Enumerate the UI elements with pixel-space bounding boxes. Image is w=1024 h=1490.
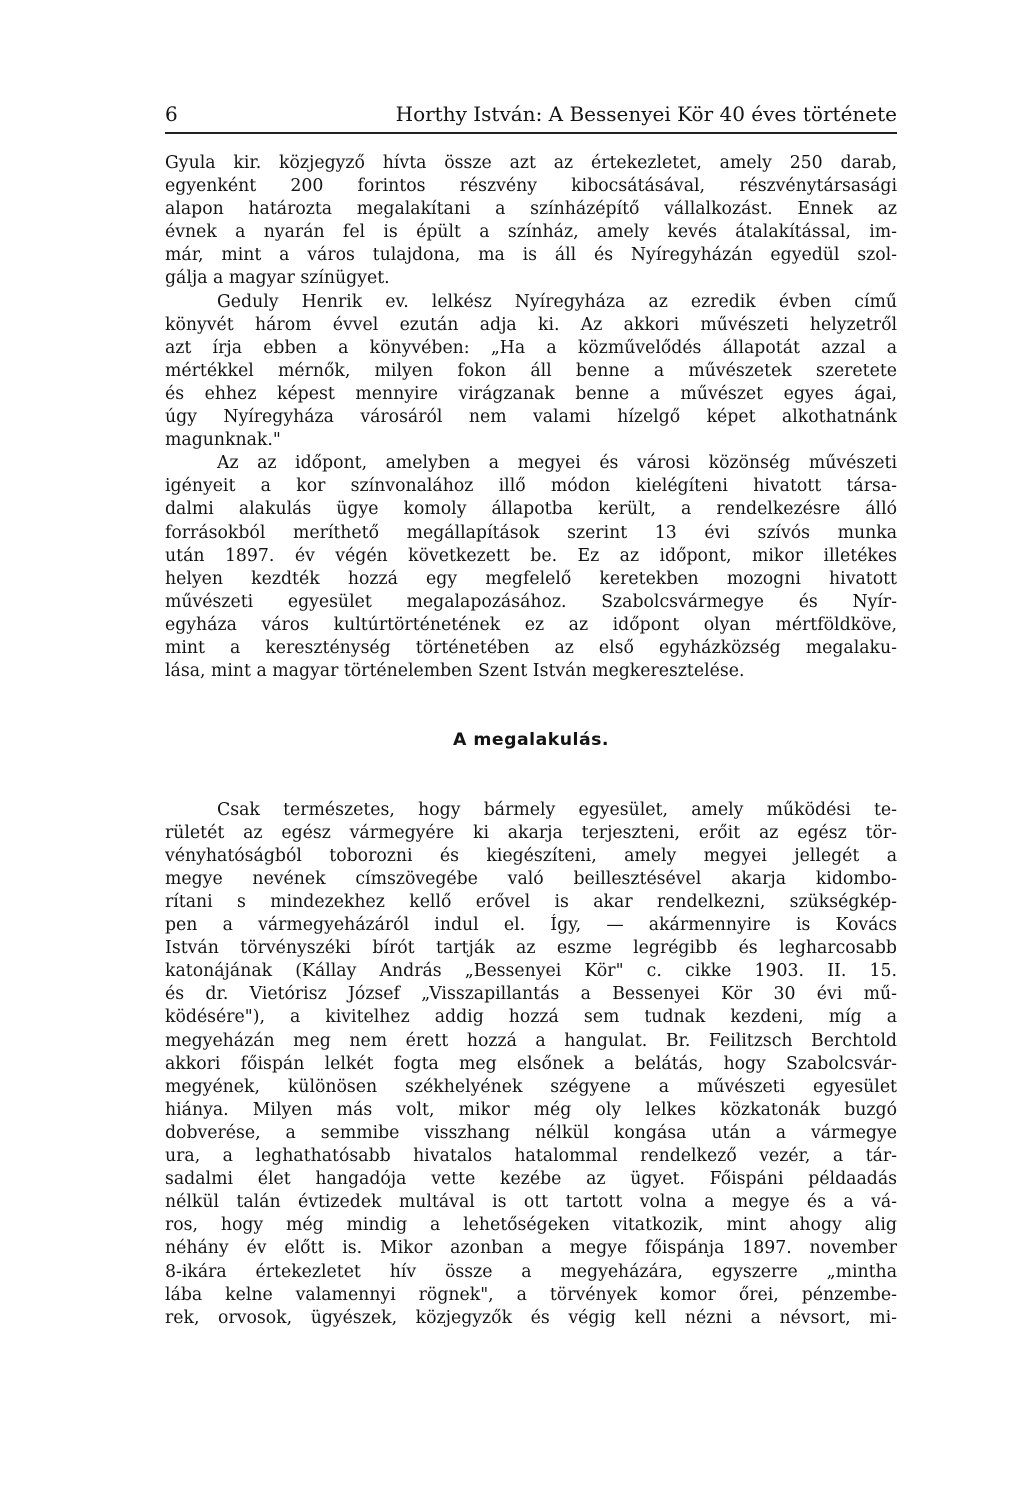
text-line: azt írja ebben a könyvében: „Ha a közművelődés állapotát azzal a <box>165 337 897 358</box>
text-line: mint a kereszténység történetében az első egyházközség megalaku- <box>165 637 897 658</box>
header-title: Horthy István: A Bessenyei Kör 40 éves története <box>395 102 897 126</box>
spacer <box>165 683 897 706</box>
text-line: már, mint a város tulajdona, ma is áll és Nyíregyházán egyedül szol- <box>165 245 897 266</box>
text-line: rek, orvosok, ügyészek, közjegyzők és végig kell nézni a névsort, mi- <box>165 1307 897 1328</box>
text-line: és dr. Vietórisz József „Visszapillantás a Bessenyei Kör 30 évi mű- <box>165 984 897 1005</box>
paragraph-block-1 <box>165 152 897 683</box>
text-line: 8-ikára értekezletet hív össze a megyeházára, egyszerre „mintha <box>165 1261 897 1282</box>
page-number: 6 <box>165 102 178 126</box>
text-line: dalmi alakulás ügye komoly állapotba került, a rendelkezésre álló <box>165 499 897 520</box>
text-line: katonájának (Kállay András „Bessenyei Kör" c. cikke 1903. II. 15. <box>165 961 897 982</box>
text-line: István törvényszéki bírót tartják az eszme legrégibb és legharcosabb <box>165 938 897 959</box>
text-line: Csak természetes, hogy bármely egyesület, amely működési te- <box>217 799 897 820</box>
text-line: megye nevének címszövegébe való beillesztésével akarja kidombo- <box>165 868 897 889</box>
text-line: egyenként 200 forintos részvény kibocsátásával, részvénytársasági <box>165 176 897 197</box>
running-header <box>165 100 897 134</box>
text-line: egyháza város kultúrtörténetének ez az időpont olyan mértföldköve, <box>165 614 897 635</box>
text-line: pen a vármegyeházáról indul el. Így, — akármennyire is Kovács <box>165 915 897 936</box>
text-line: lába kelne valamennyi rögnek", a törvények komor őrei, pénzembe- <box>165 1284 897 1305</box>
text-line: alapon határozta megalakítani a színházépítő vállalkozást. Ennek az <box>165 199 897 220</box>
text-line: évnek a nyarán fel is épült a színház, amely kevés átalakítással, im- <box>165 222 897 243</box>
text-line: megyeházán meg nem érett hozzá a hangulat. Br. Feilitzsch Berchtold <box>165 1030 897 1051</box>
spacer <box>165 752 897 775</box>
text-line: helyen kezdték hozzá egy megfelelő keretekben mozogni hivatott <box>165 568 897 589</box>
text-line: művészeti egyesület megalapozásához. Szabolcsvármegye és Nyír- <box>165 591 897 612</box>
text-line: lása, mint a magyar történelemben Szent István megkeresztelése. <box>165 661 745 682</box>
text-line: rületét az egész vármegyére ki akarja terjeszteni, erőit az egész tör- <box>165 822 897 843</box>
text-line: akkori főispán lelkét fogta meg elsőnek a belátás, hogy Szabolcsvár- <box>165 1053 897 1074</box>
text-line: ros, hogy még mindig a lehetőségeken vitatkozik, mint ahogy alig <box>165 1215 897 1236</box>
text-line: hiánya. Milyen más volt, mikor még oly lelkes közkatonák buzgó <box>165 1099 897 1120</box>
text-line: sadalmi élet hangadója vette kezébe az ügyet. Főispáni példaadás <box>165 1169 897 1190</box>
text-line: nélkül talán évtizedek multával is ott tartott volna a megye és a vá- <box>165 1192 897 1213</box>
text-line: Geduly Henrik ev. lelkész Nyíregyháza az ezredik évben című <box>217 291 897 312</box>
text-line: ködésére"), a kivitelhez addig hozzá sem tudnak kezdeni, míg a <box>165 1007 897 1028</box>
text-line: magunknak." <box>165 430 281 451</box>
text-line: Gyula kir. közjegyző hívta össze azt az értekezletet, amely 250 darab, <box>165 153 897 173</box>
text-line: úgy Nyíregyháza városáról nem valami hízelgő képet alkothatnánk <box>165 407 897 428</box>
text-line: könyvét három évvel ezután adja ki. Az akkori művészeti helyzetről <box>165 314 897 335</box>
text-line: mértékkel mérnők, milyen fokon áll benne a művészetek szeretete <box>165 360 897 381</box>
text-line: néhány év előtt is. Mikor azonban a megye főispánja 1897. november <box>165 1238 897 1259</box>
text-line: igényeit a kor színvonalához illő módon kielégíteni hivatott társa- <box>165 476 897 497</box>
text-line: megyének, különösen székhelyének szégyene a művészeti egyesület <box>165 1076 897 1097</box>
text-line: rítani s mindezekhez kellő erővel is akar rendelkezni, szükségkép- <box>165 892 897 912</box>
text-line: vényhatóságból toborozni és kiegészíteni, amely megyei jellegét a <box>165 845 897 866</box>
text-line: dobverése, a semmibe visszhang nélkül kongása után a vármegye <box>165 1122 897 1143</box>
text-line: után 1897. év végén következett be. Ez az időpont, mikor illetékes <box>165 545 897 566</box>
spacer <box>165 776 897 799</box>
text-line: gálja a magyar színügyet. <box>165 268 390 289</box>
text-line: ura, a leghathatósabb hivatalos hatalommal rendelkező vezér, a tár- <box>165 1146 897 1167</box>
text-line: és ehhez képest mennyire virágzanak benne a művészet egyes ágai, <box>165 383 897 404</box>
section-title: A megalakulás. <box>453 730 609 751</box>
paragraph-block-2 <box>165 799 897 1330</box>
text-line: forrásokból meríthető megállapítások szerint 13 évi szívós munka <box>165 522 897 543</box>
spacer <box>165 706 897 729</box>
text-line: Az az időpont, amelyben a megyei és városi közönség művészeti <box>217 453 897 474</box>
body-text <box>165 152 897 1330</box>
